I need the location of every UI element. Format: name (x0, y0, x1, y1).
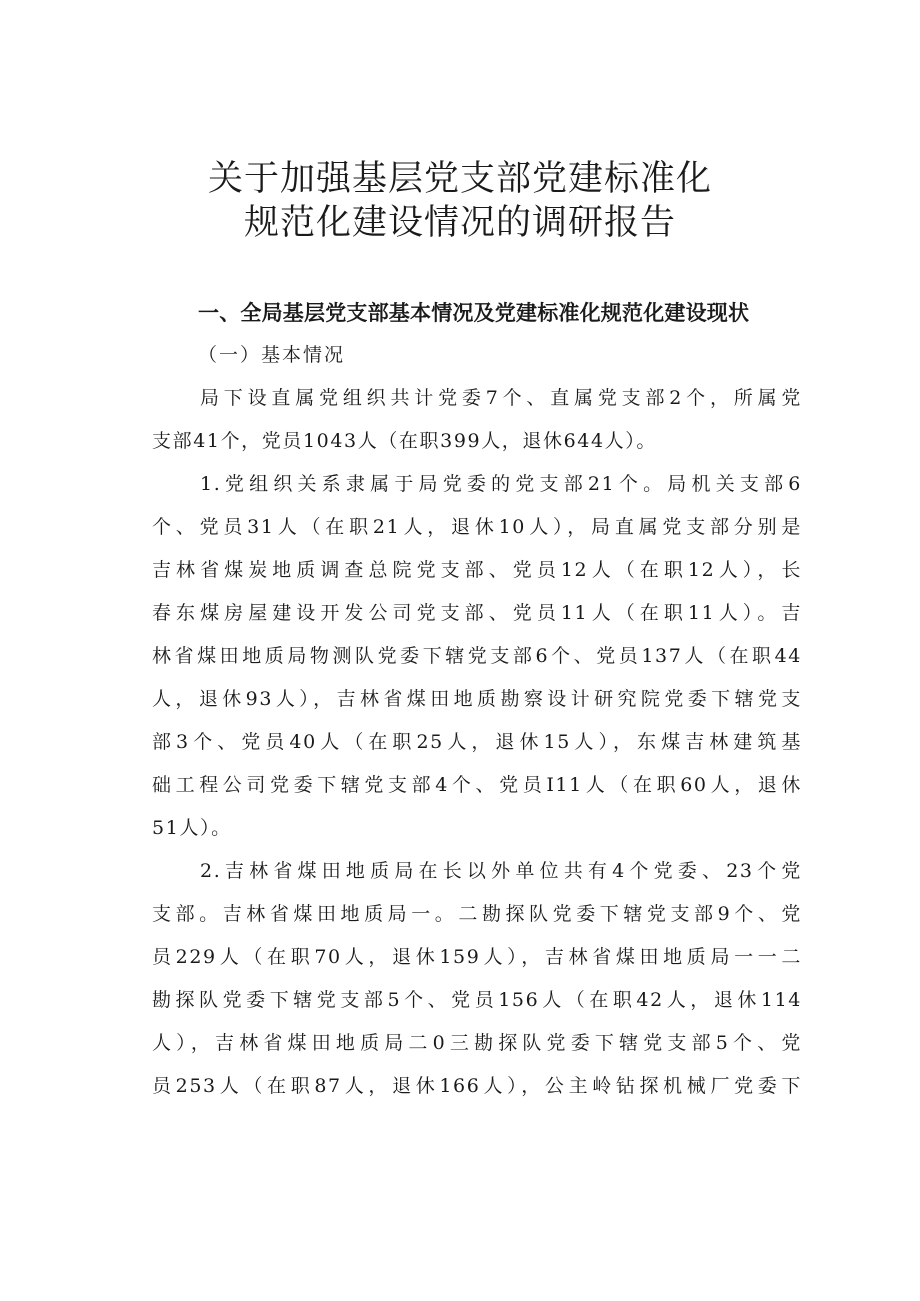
paragraph-line: 1.党组织关系隶属于局党委的党支部21个。局机关支部6 (200, 473, 802, 495)
subsection-heading: （一）基本情况 (198, 344, 346, 366)
paragraph-line: 支部41个，党员1043人（在职399人，退休644人）。 (152, 430, 657, 452)
paragraph-line: 人，退休93人），吉林省煤田地质勘察设计研究院党委下辖党支 (152, 688, 802, 710)
document-title-line-1: 关于加强基层党支部党建标准化 (207, 159, 712, 199)
document-title-line-2: 规范化建设情况的调研报告 (243, 203, 676, 243)
paragraph-line: 部3个、党员40人（在职25人，退休15人），东煤吉林建筑基 (152, 731, 802, 753)
paragraph-line: 2.吉林省煤田地质局在长以外单位共有4个党委、23个党 (200, 860, 802, 882)
paragraph-line: 人），吉林省煤田地质局二0三勘探队党委下辖党支部5个、党 (152, 1032, 802, 1054)
paragraph-line: 个、党员31人（在职21人，退休10人），局直属党支部分别是 (152, 516, 802, 538)
paragraph-item-1 (152, 463, 802, 850)
paragraph-line: 勘探队党委下辖党支部5个、党员156人（在职42人，退休114 (152, 989, 802, 1011)
paragraph-line: 员253人（在职87人，退休166人），公主岭钻探机械厂党委下 (152, 1075, 802, 1097)
paragraph-line: 51人）。 (152, 817, 232, 839)
section-heading: 一、全局基层党支部基本情况及党建标准化规范化建设现状 (198, 301, 750, 325)
paragraph-line: 局下设直属党组织共计党委7个、直属党支部2个，所属党 (200, 387, 802, 409)
paragraph-line: 支部。吉林省煤田地质局一。二勘探队党委下辖党支部9个、党 (152, 903, 802, 925)
paragraph-line: 春东煤房屋建设开发公司党支部、党员11人（在职11人）。吉 (152, 602, 802, 624)
paragraph-item-2 (152, 850, 802, 1108)
paragraph-line: 林省煤田地质局物测队党委下辖党支部6个、党员137人（在职44 (152, 645, 802, 667)
paragraph-overview (152, 377, 802, 463)
paragraph-line: 础工程公司党委下辖党支部4个、党员I11人（在职60人，退休 (152, 774, 802, 796)
paragraph-line: 吉林省煤炭地质调查总院党支部、党员12人（在职12人），长 (152, 559, 802, 581)
paragraph-line: 员229人（在职70人，退休159人），吉林省煤田地质局一一二 (152, 946, 802, 968)
